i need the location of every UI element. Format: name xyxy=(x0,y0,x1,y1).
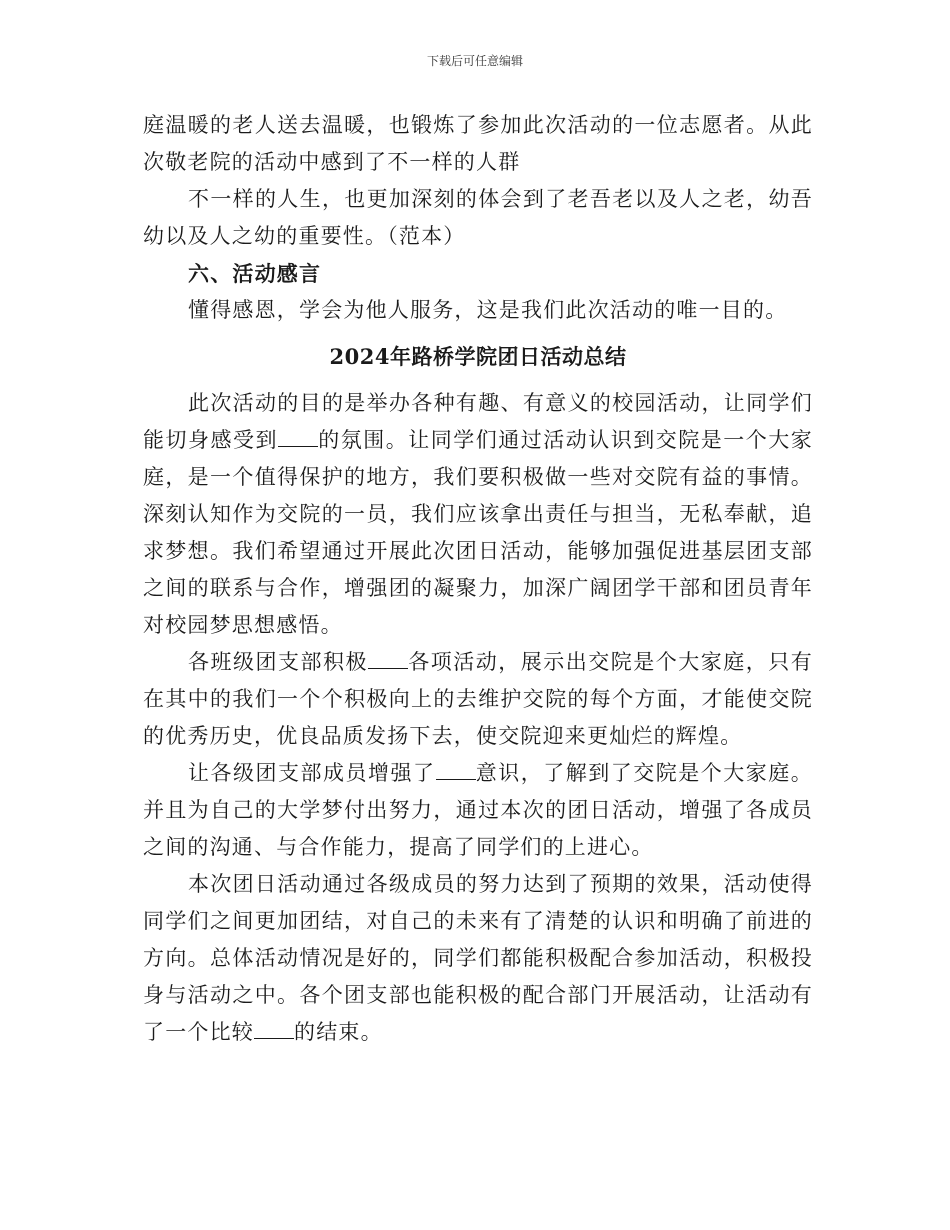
fill-in-blank xyxy=(368,650,408,669)
paragraph-text: 意识，了解到了交院是个大家庭。并且为自己的大学梦付出努力，通过本次的团日活动，增强了各成员之间的沟通、与合作能力，提高了同学们的上进心。 xyxy=(143,761,813,859)
article-paragraph-1 xyxy=(143,385,813,644)
section-heading: 六、活动感言 xyxy=(188,261,322,286)
article-paragraph-2 xyxy=(143,644,813,755)
page-header: 下载后可任意编辑 xyxy=(426,54,523,68)
paragraph-text: 的结束。 xyxy=(294,1020,383,1044)
document-body xyxy=(143,107,813,1051)
paragraph-text: 此次活动的目的是举办各种有趣、有意义的校园活动，让同学们能切身感受到 xyxy=(143,391,813,452)
intro-paragraph-2: 不一样的人生，也更加深刻的体会到了老吾老以及人之老，幼吾幼以及人之幼的重要性。（范本） xyxy=(143,187,813,248)
paragraph-text: 各班级团支部积极 xyxy=(188,650,368,674)
article-paragraph-4 xyxy=(143,866,813,1051)
paragraph-text: 本次团日活动通过各级成员的努力达到了预期的效果，活动使得同学们之间更加团结，对自己的未来有了清楚的认识和明确了前进的方向。总体活动情况是好的，同学们都能积极配合参加活动，积极投身与活动之中。各个团支部也能积极的配合部门开展活动，让活动有了一个比较 xyxy=(143,872,813,1044)
paragraph-text: 让各级团支部成员增强了 xyxy=(188,761,436,785)
intro-paragraph-3: 懂得感恩，学会为他人服务，这是我们此次活动的唯一目的。 xyxy=(188,298,788,322)
article-title: 2024年路桥学院团日活动总结 xyxy=(329,344,627,369)
intro-paragraph-1: 庭温暖的老人送去温暖，也锻炼了参加此次活动的一位志愿者。从此次敬老院的活动中感到了不一样的人群 xyxy=(143,113,813,174)
fill-in-blank xyxy=(278,428,318,447)
paragraph-text: 各项活动，展示出交院是个大家庭，只有在其中的我们一个个积极向上的去维护交院的每个方面，才能使交院的优秀历史，优良品质发扬下去，使交院迎来更灿烂的辉煌。 xyxy=(143,650,813,748)
paragraph-text: 的氛围。让同学们通过活动认识到交院是一个大家庭，是一个值得保护的地方，我们要积极做一些对交院有益的事情。深刻认知作为交院的一员，我们应该拿出责任与担当，无私奉献，追求梦想。我们希望通过开展此次团日活动，能够加强促进基层团支部之间的联系与合作，增强团的凝聚力，加深广阔团学干部和团员青年对校园梦思想感悟。 xyxy=(143,428,813,637)
fill-in-blank xyxy=(436,761,476,780)
fill-in-blank xyxy=(254,1020,294,1039)
article-paragraph-3 xyxy=(143,755,813,866)
